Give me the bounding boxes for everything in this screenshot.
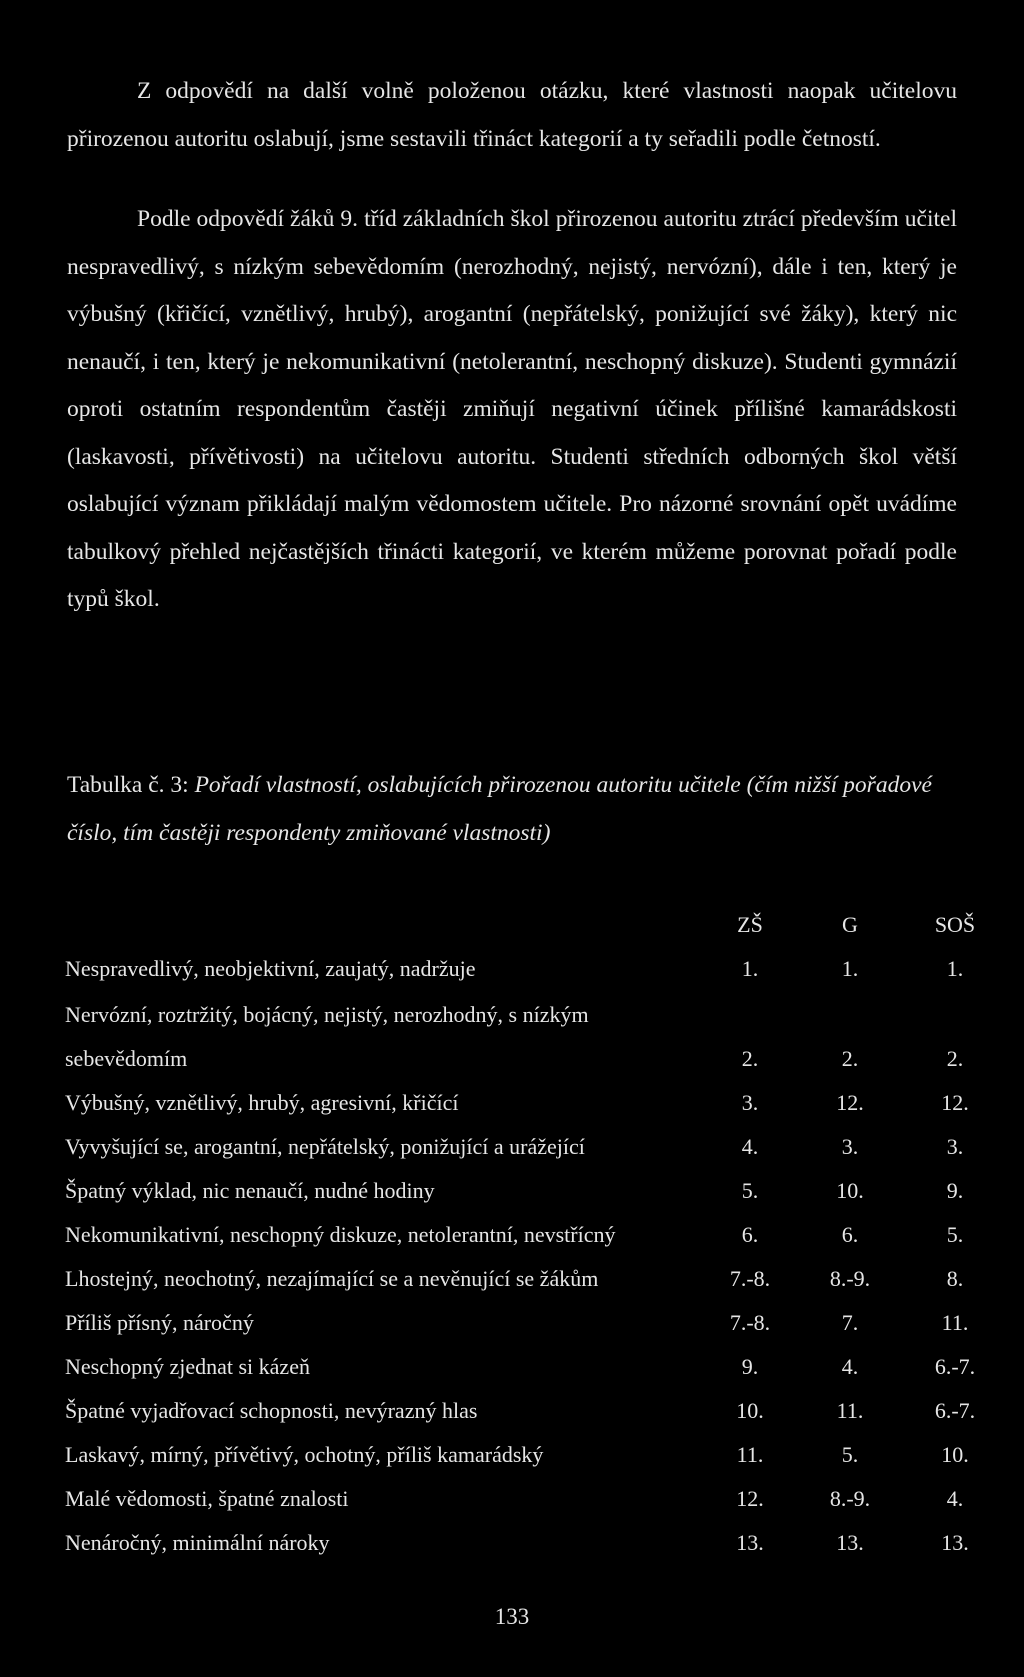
rank-zs-cell: 10. (736, 1398, 764, 1423)
rank-sos-cell: 9. (946, 1178, 964, 1203)
rank-sos-cell: 10. (941, 1442, 969, 1467)
table-caption-title: Pořadí vlastností, oslabujících přirozenou autoritu učitele (čím nižší pořadové číslo, tím častěji respondenty zmiňované vlastnosti) (67, 772, 932, 846)
property-cell: Laskavý, mírný, přívětivý, ochotný, příliš kamarádský (65, 1442, 544, 1467)
rank-g-cell: 8.-9. (829, 1486, 871, 1511)
property-cell: Nespravedlivý, neobjektivní, zaujatý, nadržuje (65, 956, 476, 981)
table-row (65, 1433, 1005, 1477)
rank-sos-cell: 4. (946, 1486, 964, 1511)
rank-sos-cell: 6.-7. (934, 1398, 976, 1423)
rank-sos-cell: 12. (941, 1090, 969, 1115)
rank-sos-cell: 8. (946, 1266, 964, 1291)
table-caption (67, 761, 957, 857)
rank-sos-cell: 13. (941, 1530, 969, 1555)
rank-g-cell: 7. (841, 1310, 859, 1335)
table-row (65, 1521, 1005, 1565)
rank-zs-cell: 3. (741, 1090, 759, 1115)
rank-g-cell: 4. (841, 1354, 859, 1379)
table-row (65, 1301, 1005, 1345)
property-cell: Nenáročný, minimální nároky (65, 1530, 330, 1555)
rank-zs-cell: 11. (736, 1442, 764, 1467)
property-cell: Nervózní, roztržitý, bojácný, nejistý, nerozhodný, s nízkým sebevědomím (65, 1002, 589, 1071)
property-cell: Špatné vyjadřovací schopnosti, nevýrazný hlas (65, 1398, 478, 1423)
paragraph-intro: Z odpovědí na další volně položenou otázku, které vlastnosti naopak učitelovu přirozenou autoritu oslabují, jsme sestavili třináct kategorií a ty seřadili podle četností. (67, 78, 957, 152)
table-row (65, 1345, 1005, 1389)
rank-zs-cell: 9. (741, 1354, 759, 1379)
table-row (65, 991, 1005, 1081)
rank-zs-cell: 1. (741, 956, 759, 981)
header-zs: ZŠ (737, 912, 763, 937)
rank-zs-cell: 7.-8. (729, 1266, 771, 1291)
header-property (65, 903, 705, 947)
header-sos: SOŠ (934, 912, 976, 937)
table-row (65, 1081, 1005, 1125)
table-row (65, 947, 1005, 991)
table-row (65, 1257, 1005, 1301)
header-g: G (842, 912, 858, 937)
table-row (65, 1213, 1005, 1257)
property-cell: Nekomunikativní, neschopný diskuze, netolerantní, nevstřícný (65, 1222, 616, 1247)
property-cell: Vyvyšující se, arogantní, nepřátelský, ponižující a urážející (65, 1134, 585, 1159)
paragraph-results: Podle odpovědí žáků 9. tříd základních škol přirozenou autoritu ztrácí především učitel nespravedlivý, s nízkým sebevědomím (nerozhodný, nejistý, nervózní), dále i ten, který je výbušný (křičící, vznětlivý, hrubý), arogantní (nepřátelský, ponižující své žáky), který nic nenaučí, i ten, který je nekomunikativní (netolerantní, neschopný diskuze). Studenti gymnázií oproti ostatním respondentům častěji zmiňují negativní účinek přílišné kamarádskosti (laskavosti, přívětivosti) na učitelovu autoritu. Studenti středních odborných škol větší oslabující význam přikládají malým vědomostem učitele. Pro názorné srovnání opět uvádíme tabulkový přehled nejčastějších třinácti kategorií, ve kterém můžeme porovnat pořadí podle typů škol. (67, 206, 957, 612)
rank-zs-cell: 13. (736, 1530, 764, 1555)
rank-g-cell: 8.-9. (829, 1266, 871, 1291)
property-cell: Malé vědomosti, špatné znalosti (65, 1486, 349, 1511)
rank-sos-cell: 3. (946, 1134, 964, 1159)
rank-g-cell: 13. (836, 1530, 864, 1555)
rank-zs-cell: 2. (741, 1046, 759, 1071)
rank-zs-cell: 7.-8. (729, 1310, 771, 1335)
rank-sos-cell: 11. (941, 1310, 969, 1335)
property-cell: Příliš přísný, náročný (65, 1310, 254, 1335)
table-header-row (65, 903, 1005, 947)
rank-g-cell: 1. (841, 956, 859, 981)
rank-g-cell: 11. (836, 1398, 864, 1423)
property-cell: Lhostejný, neochotný, nezajímající se a nevěnující se žákům (65, 1266, 599, 1291)
page-number: 133 (494, 1604, 530, 1629)
rank-sos-cell: 6.-7. (934, 1354, 976, 1379)
rank-zs-cell: 5. (741, 1178, 759, 1203)
table-caption-label: Tabulka č. 3: (67, 772, 189, 798)
rank-g-cell: 12. (836, 1090, 864, 1115)
table-row (65, 1125, 1005, 1169)
rank-zs-cell: 4. (741, 1134, 759, 1159)
rank-g-cell: 2. (841, 1046, 859, 1071)
rank-g-cell: 3. (841, 1134, 859, 1159)
table-row (65, 1169, 1005, 1213)
table-row (65, 1389, 1005, 1433)
rank-zs-cell: 6. (741, 1222, 759, 1247)
rank-zs-cell: 12. (736, 1486, 764, 1511)
rank-sos-cell: 2. (946, 1046, 964, 1071)
rank-g-cell: 6. (841, 1222, 859, 1247)
ranking-table (65, 903, 1005, 1565)
rank-g-cell: 10. (836, 1178, 864, 1203)
property-cell: Špatný výklad, nic nenaučí, nudné hodiny (65, 1178, 435, 1203)
property-cell: Výbušný, vznětlivý, hrubý, agresivní, křičící (65, 1090, 459, 1115)
table-body (65, 947, 1005, 1565)
rank-g-cell: 5. (841, 1442, 859, 1467)
property-cell: Neschopný zjednat si kázeň (65, 1354, 310, 1379)
rank-sos-cell: 1. (946, 956, 964, 981)
rank-sos-cell: 5. (946, 1222, 964, 1247)
table-row (65, 1477, 1005, 1521)
